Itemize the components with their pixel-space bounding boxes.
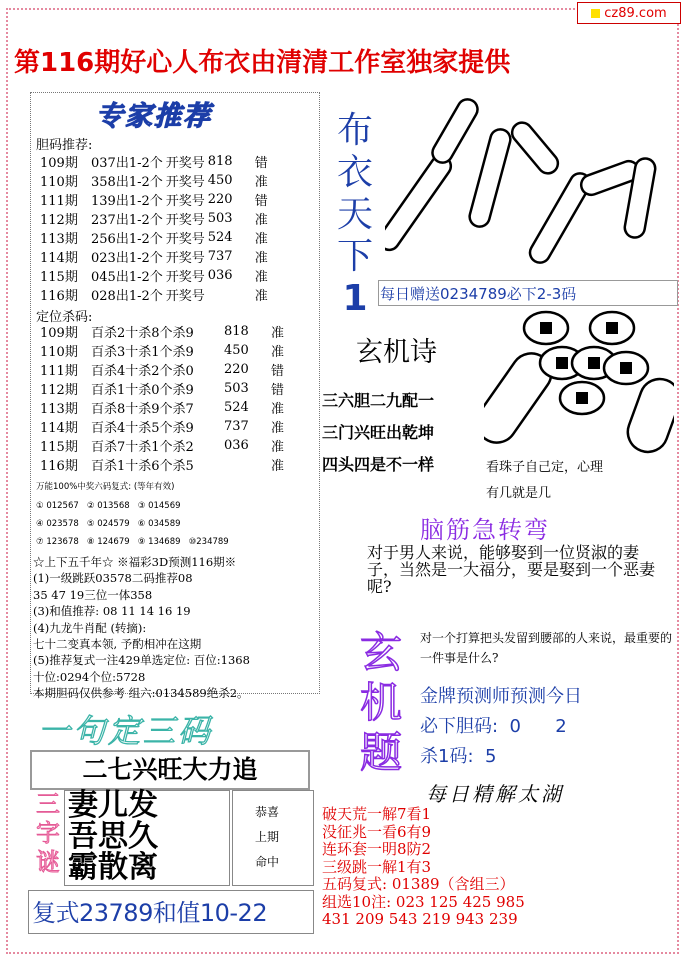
taihu-line: 431 209 543 219 943 239 bbox=[322, 910, 518, 928]
brain-teaser-text: 对于男人来说，能够娶到一位贤淑的妻子，当然是一大福分，要是娶到一个恶妻呢? bbox=[367, 543, 656, 596]
coins-illustration bbox=[484, 308, 674, 456]
dan-row bbox=[36, 171, 271, 190]
brand-vertical-char: 天 bbox=[336, 194, 373, 235]
dan-cell-label: 开奖号 bbox=[165, 289, 205, 304]
dan-row bbox=[36, 228, 271, 247]
pos-cell-period: 113期 bbox=[40, 402, 78, 417]
dan-cell-draw: 220 bbox=[207, 192, 233, 207]
fc3d-line: (1)一级跳跃03578二码推荐08 bbox=[33, 571, 193, 586]
pos-cell-result: 准 bbox=[271, 326, 285, 341]
fc3d-line: 35 47 19三位一体358 bbox=[33, 587, 153, 602]
dan-cell-draw bbox=[208, 285, 247, 304]
coin-note-line: 看珠子自己定，心理 bbox=[486, 460, 604, 475]
pos-cell-kill: 百杀1十杀6个杀5 bbox=[91, 459, 194, 474]
fc3d-line: (5)推荐复式一注429单选定位: 百位:1368 bbox=[33, 653, 250, 668]
pos-row bbox=[36, 379, 287, 398]
mystery-char: 玄 bbox=[359, 628, 402, 677]
mystery-char: 题 bbox=[359, 728, 402, 777]
pos-cell-draw: 524 bbox=[224, 400, 249, 415]
dan-cell-label: 开奖号 bbox=[165, 213, 205, 228]
dan-row bbox=[36, 266, 271, 285]
dan-cell-period: 114期 bbox=[40, 251, 78, 266]
brand-vertical bbox=[335, 110, 375, 320]
dan-cell-result: 准 bbox=[254, 175, 268, 190]
mystery-char: 机 bbox=[359, 678, 402, 727]
three-char-riddle-label bbox=[33, 790, 63, 877]
fc3d-line: 十位:0294个位:5728 bbox=[33, 669, 146, 684]
pos-cell-kill: 百杀1十杀0个杀9 bbox=[91, 383, 194, 398]
wanneng-list bbox=[36, 497, 229, 551]
pos-cell-kill: 百杀7十杀1个杀2 bbox=[91, 440, 194, 455]
dan-cell-period: 111期 bbox=[40, 194, 78, 209]
riddle-word: 吾思久 bbox=[68, 819, 158, 854]
fc3d-line: (3)和值推荐: 08 11 14 16 19 bbox=[33, 604, 191, 619]
dan-cell-candidates: 037出1-2个 bbox=[91, 156, 163, 171]
bamboo-pieces-illustration bbox=[385, 88, 677, 276]
pos-cell-draw: 450 bbox=[224, 343, 249, 358]
dan-cell-draw: 450 bbox=[207, 173, 233, 188]
dan-cell-label: 开奖号 bbox=[165, 232, 205, 247]
poem-line: 三六胆二九配一 bbox=[322, 391, 435, 410]
pos-cell-period: 114期 bbox=[40, 421, 78, 436]
dan-cell-label: 开奖号 bbox=[165, 270, 205, 285]
page-title: 第116期好心人布衣由清清工作室独家提供 bbox=[14, 48, 511, 78]
dan-cell-label: 开奖号 bbox=[165, 194, 205, 209]
pos-row bbox=[36, 417, 287, 436]
dan-header: 胆码推荐: bbox=[36, 138, 93, 153]
pos-cell-kill: 百杀3十杀1个杀9 bbox=[91, 345, 194, 360]
dan-row bbox=[36, 247, 271, 266]
congrats bbox=[252, 800, 282, 875]
riddle-label-char: 三 bbox=[36, 790, 60, 818]
dan-cell-draw: 036 bbox=[207, 268, 233, 283]
daily-title: 每日精解太湖 bbox=[426, 782, 564, 806]
dan-cell-period: 116期 bbox=[40, 289, 78, 304]
mystery-question: 对一个打算把头发留到腰部的人来说，最重要的一件事是什么? bbox=[420, 631, 673, 665]
riddle-word: 霸散离 bbox=[68, 850, 158, 885]
pos-cell-draw bbox=[224, 455, 271, 474]
dan-cell-result: 准 bbox=[254, 289, 268, 304]
pos-row bbox=[36, 341, 287, 360]
pos-cell-kill: 百杀4十杀5个杀9 bbox=[91, 421, 194, 436]
dan-cell-label: 开奖号 bbox=[165, 251, 205, 266]
dan-cell-candidates: 237出1-2个 bbox=[91, 213, 163, 228]
pos-cell-draw: 220 bbox=[224, 362, 249, 377]
pos-cell-draw: 818 bbox=[224, 324, 249, 339]
taihu-line: 组选10注: 023 125 425 985 bbox=[322, 892, 525, 911]
dan-cell-result: 准 bbox=[254, 270, 268, 285]
expert-title: 专家推荐 bbox=[96, 101, 212, 132]
brain-teaser-title: 脑筋急转弯 bbox=[420, 516, 550, 544]
pos-cell-result: 准 bbox=[271, 440, 285, 455]
taihu-line: 破天荒一解7看1 bbox=[322, 805, 432, 823]
pos-cell-draw: 036 bbox=[224, 438, 249, 453]
dan-cell-candidates: 256出1-2个 bbox=[91, 232, 163, 247]
pos-cell-draw: 737 bbox=[224, 419, 249, 434]
fc3d-line: ☆上下五千年☆ ※福彩3D预测116期※ bbox=[33, 555, 237, 569]
congrats-line: 命中 bbox=[254, 855, 279, 869]
pos-cell-kill: 百杀4十杀2个杀0 bbox=[91, 364, 194, 379]
dan-cell-candidates: 023出1-2个 bbox=[91, 251, 163, 266]
dan-cell-candidates: 358出1-2个 bbox=[91, 175, 163, 190]
taihu-line: 三级跳一解1有3 bbox=[322, 857, 432, 876]
fc3d-line: (4)九龙牛肖配 (转摘): bbox=[33, 620, 147, 635]
dan-cell-candidates: 139出1-2个 bbox=[91, 194, 163, 209]
dan-table bbox=[36, 152, 271, 304]
dan-cell-period: 112期 bbox=[40, 213, 78, 228]
pos-cell-result: 准 bbox=[271, 345, 285, 360]
congrats-line: 恭喜 bbox=[254, 805, 279, 819]
dan-cell-period: 113期 bbox=[40, 232, 78, 247]
pos-cell-period: 115期 bbox=[40, 440, 78, 455]
pos-cell-draw: 503 bbox=[224, 381, 249, 396]
dan-cell-draw: 524 bbox=[207, 230, 233, 245]
wanneng-title: 万能100%中奖六码复式: (等年有效) bbox=[36, 482, 175, 492]
wanneng-row: ① 012567 ② 013568 ③ 014569 bbox=[36, 501, 181, 511]
dan-row bbox=[36, 209, 271, 228]
dan-cell-result: 准 bbox=[254, 232, 268, 247]
brand-vertical-char: 1 bbox=[342, 278, 368, 319]
pos-row bbox=[36, 322, 287, 341]
pos-cell-period: 116期 bbox=[40, 459, 78, 474]
dan-cell-label: 开奖号 bbox=[165, 156, 205, 171]
dan-cell-result: 错 bbox=[254, 156, 268, 171]
combo-text: 复式23789和值10-22 bbox=[32, 899, 268, 927]
fc3d-line: 本期胆码仅供参考 组六:0134589绝杀2。 bbox=[33, 686, 249, 701]
pos-cell-period: 111期 bbox=[40, 364, 78, 379]
pos-row bbox=[36, 360, 287, 379]
dan-row bbox=[36, 152, 271, 171]
dan-cell-result: 准 bbox=[254, 213, 268, 228]
pos-row bbox=[36, 398, 287, 417]
gift-text: 每日赠送0234789必下2-3码 bbox=[380, 285, 577, 303]
dan-cell-candidates: 045出1-2个 bbox=[91, 270, 163, 285]
poem-line: 四头四是不一样 bbox=[322, 455, 435, 474]
wanneng-row: ④ 023578 ⑤ 024579 ⑥ 034589 bbox=[36, 519, 181, 529]
brand-vertical-char: 布 bbox=[336, 110, 373, 151]
dan-cell-period: 110期 bbox=[40, 175, 78, 190]
mystery-vertical bbox=[357, 628, 405, 778]
site-brand-badge[interactable] bbox=[577, 2, 681, 24]
brand-square-icon bbox=[591, 9, 600, 18]
dan-row bbox=[36, 190, 271, 209]
riddle-words bbox=[68, 790, 158, 883]
poem-line: 三门兴旺出乾坤 bbox=[322, 423, 435, 442]
fc3d-prediction bbox=[33, 554, 250, 702]
congrats-line: 上期 bbox=[254, 830, 279, 844]
riddle-label-char: 字 bbox=[36, 819, 60, 847]
riddle-word: 妻儿发 bbox=[68, 788, 158, 823]
pos-cell-kill: 百杀2十杀8个杀9 bbox=[91, 326, 194, 341]
taihu-line: 五码复式: 01389（含组三） bbox=[322, 875, 515, 893]
pos-cell-period: 110期 bbox=[40, 345, 78, 360]
dan-cell-candidates: 028出1-2个 bbox=[91, 289, 163, 304]
must-dan: 必下胆码: 0 2 bbox=[420, 716, 567, 737]
pos-cell-result: 准 bbox=[271, 421, 285, 436]
gold-predict: 金牌预测师预测今日 bbox=[420, 686, 582, 707]
riddle-label-char: 谜 bbox=[36, 848, 60, 876]
dan-cell-result: 准 bbox=[254, 251, 268, 266]
dan-cell-period: 109期 bbox=[40, 156, 78, 171]
pos-table bbox=[36, 322, 287, 474]
dan-cell-draw: 503 bbox=[207, 211, 233, 226]
fc3d-line: 七十二变真本领, 予酌相冲在这期 bbox=[33, 637, 202, 652]
brand-vertical-char: 下 bbox=[336, 236, 373, 277]
brand-label: cz89.com bbox=[604, 5, 667, 21]
pos-cell-result: 准 bbox=[271, 402, 285, 417]
dan-cell-result: 错 bbox=[254, 194, 268, 209]
pos-cell-kill: 百杀8十杀9个杀7 bbox=[91, 402, 194, 417]
kill-one: 杀1码: 5 bbox=[420, 746, 497, 767]
taihu-list bbox=[322, 806, 525, 929]
taihu-line: 连环套一明8防2 bbox=[322, 840, 432, 858]
pos-row bbox=[36, 436, 287, 455]
pos-cell-period: 112期 bbox=[40, 383, 78, 398]
wanneng-row: ⑦ 123678 ⑧ 124679 ⑨ 134689 ⑩234789 bbox=[36, 537, 229, 547]
brand-vertical-char: 衣 bbox=[336, 152, 373, 193]
taihu-line: 没征兆一看6有9 bbox=[322, 822, 432, 841]
coin-note bbox=[486, 455, 676, 507]
dan-cell-draw: 818 bbox=[207, 154, 233, 169]
poem-title: 玄机诗 bbox=[356, 337, 437, 368]
dan-cell-label: 开奖号 bbox=[165, 175, 205, 190]
one-sentence-title: 一句定三码 bbox=[38, 712, 214, 750]
pos-cell-result: 准 bbox=[271, 459, 285, 474]
slogan: 二七兴旺大力追 bbox=[30, 750, 310, 790]
pos-cell-period: 109期 bbox=[40, 326, 78, 341]
dan-row bbox=[36, 285, 271, 304]
coin-note-line: 有几就是几 bbox=[486, 486, 552, 501]
dan-cell-draw: 737 bbox=[207, 249, 233, 264]
pos-header: 定位杀码: bbox=[36, 310, 93, 325]
pos-cell-result: 错 bbox=[271, 383, 285, 398]
pos-row bbox=[36, 455, 287, 474]
pos-cell-result: 错 bbox=[271, 364, 285, 379]
dan-cell-period: 115期 bbox=[40, 270, 78, 285]
